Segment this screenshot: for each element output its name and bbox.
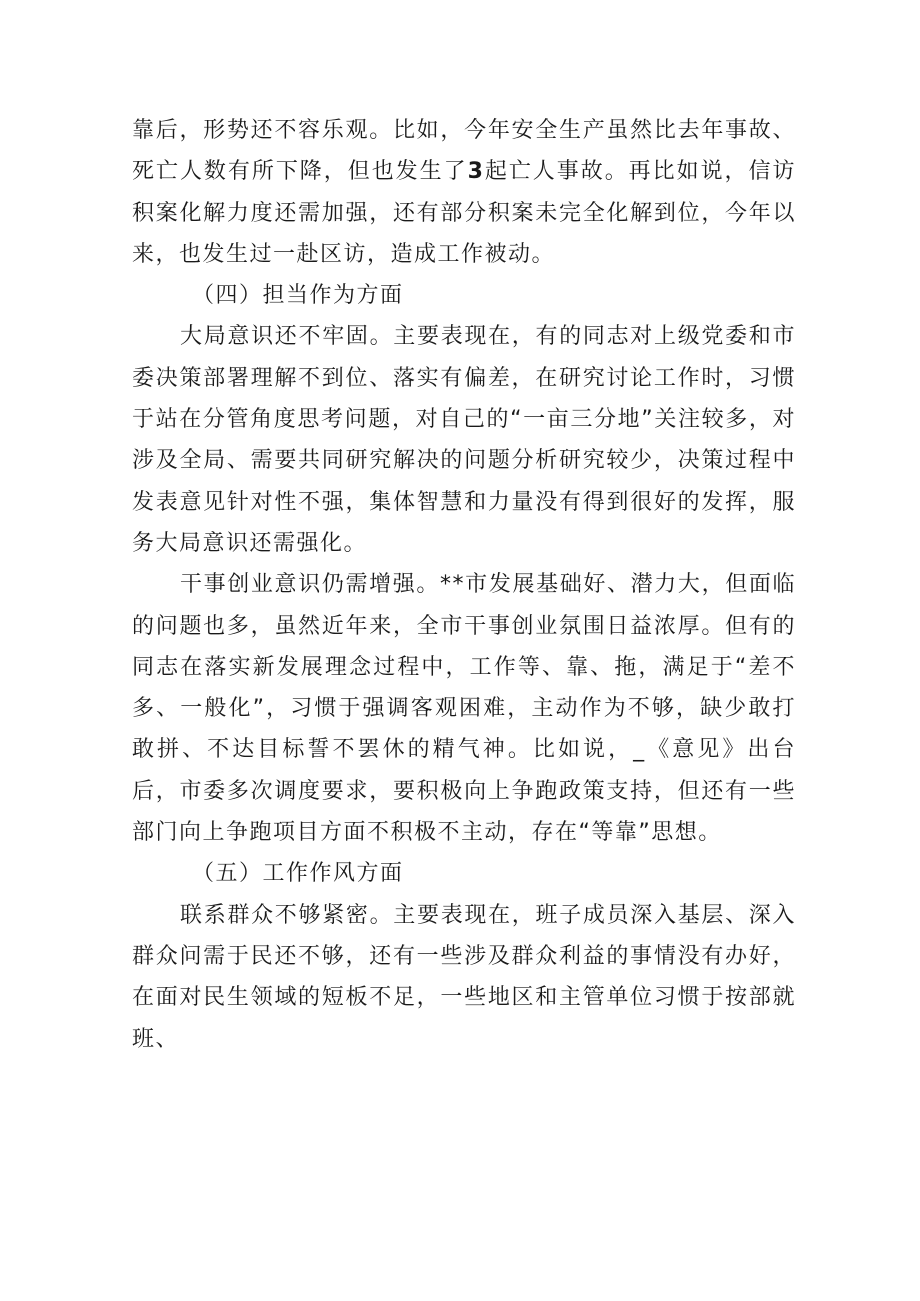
section-heading-responsibility: （四）担当作为方面 <box>192 283 404 309</box>
section-heading-work-style: （五）工作作风方面 <box>192 861 404 887</box>
paragraph-text: 起亡人事故。再比如说，信访积案化解力度还需加强，还有部分积案未完全化解到位，今年以来，也发生过一赴区访，造成工作被动。 <box>132 159 796 267</box>
paragraph-mass-contact: 联系群众不够紧密。主要表现在，班子成员深入基层、深入群众问需于民还不够，还有一些涉及群众利益的事情没有办好，在面对民生领域的短板不足，一些地区和主管单位习惯于按部就班、 <box>132 902 796 1052</box>
paragraph-safety-petition <box>132 110 796 275</box>
document-body <box>132 110 796 1060</box>
paragraph-overall-awareness: 大局意识还不牢固。主要表现在，有的同志对上级党委和市委决策部署理解不到位、落实有偏差，在研究讨论工作时，习惯于站在分管角度思考问题，对自己的“一亩三分地”关注较多，对涉及全局、需要共同研究解决的问题分析研究较少，决策过程中发表意见针对性不强，集体智慧和力量没有得到很好的发挥，服务大局意识还需强化。 <box>132 324 796 556</box>
paragraph-text: 靠后，形势还不容乐观。比如，今年安全生产虽然比去年事故、死亡人数有所下降，但也发生了 <box>132 118 796 185</box>
accident-count: 3 <box>467 159 485 185</box>
paragraph-entrepreneurship: 干事创业意识仍需增强。**市发展基础好、潜力大，但面临的问题也多，虽然近年来，全市干事创业氛围日益浓厚。但有的同志在落实新发展理念过程中，工作等、靠、拖，满足于“差不多、一般化”，习惯于强调客观困难，主动作为不够，缺少敢打敢拼、不达目标誓不罢休的精气神。比如说，_《意见》出台后，市委多次调度要求，要积极向上争跑政策支持，但还有一些部门向上争跑项目方面不积极不主动，存在“等靠”思想。 <box>132 572 796 846</box>
